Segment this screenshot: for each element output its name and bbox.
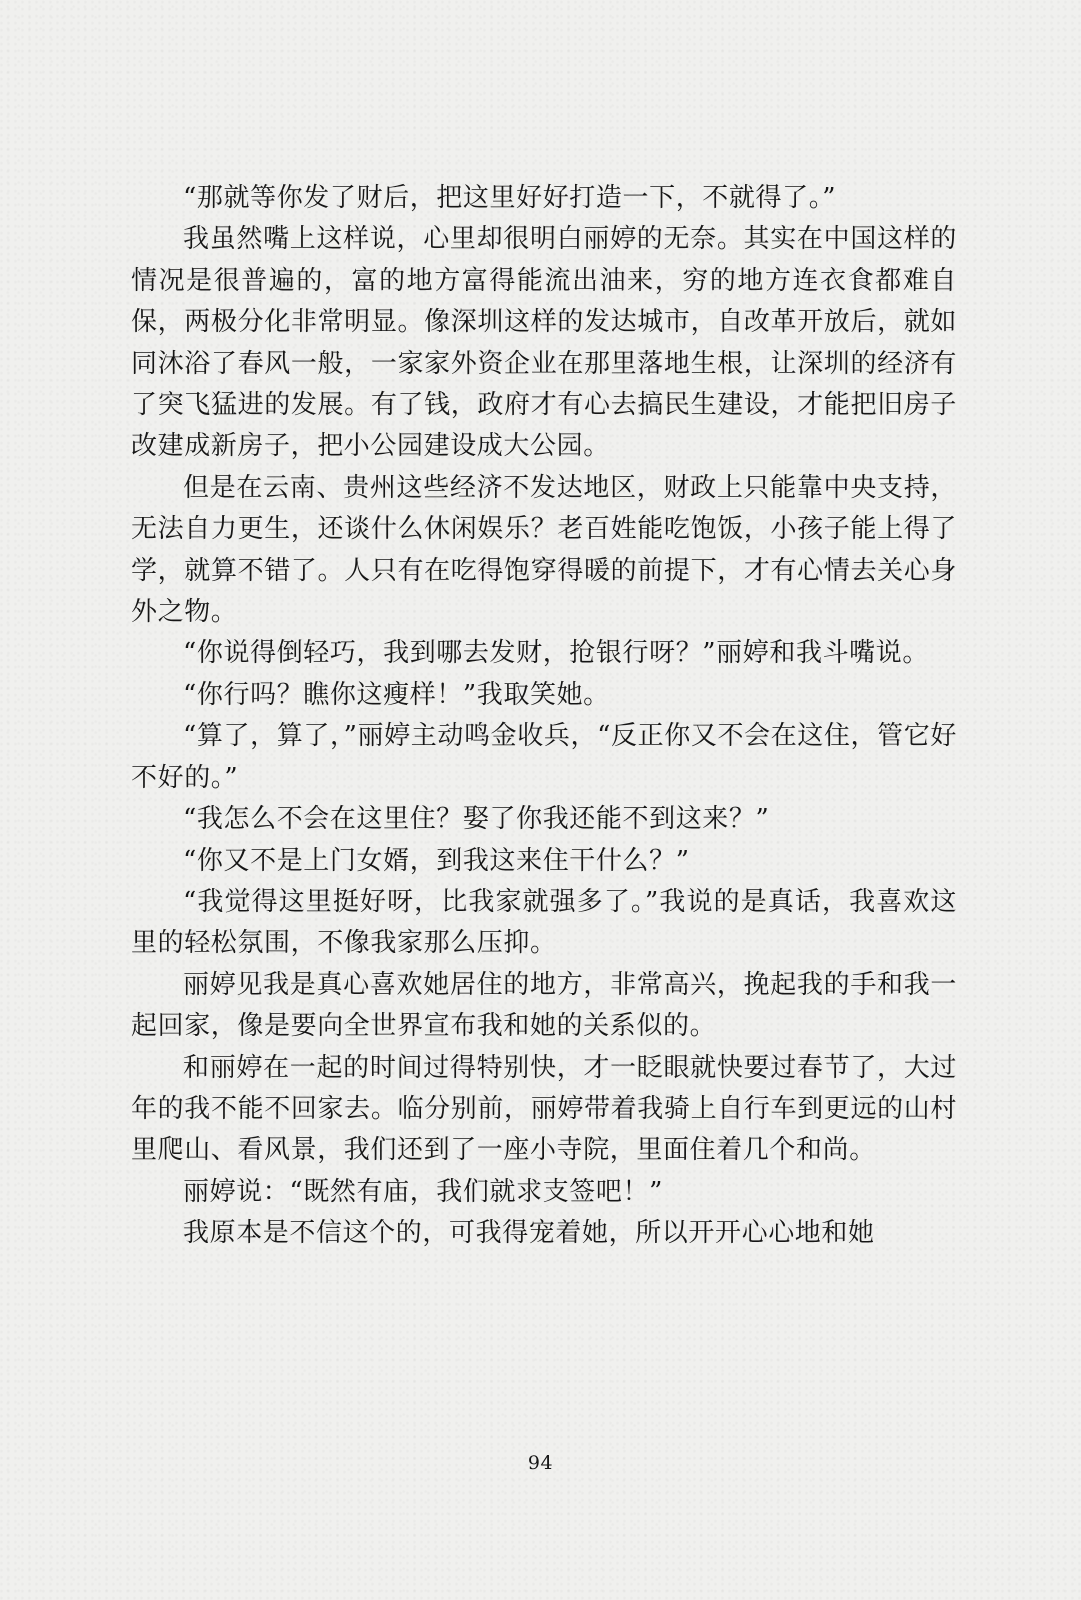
paragraph: “你说得倒轻巧，我到哪去发财，抢银行呀？”丽婷和我斗嘴说。 — [183, 638, 929, 669]
paragraph: 丽婷说：“既然有庙，我们就求支签吧！” — [183, 1176, 663, 1207]
paragraph: “你行吗？瞧你这瘦样！”我取笑她。 — [183, 679, 610, 710]
paragraph: “我觉得这里挺好呀，比我家就强多了。”我说的是真话，我喜欢这里的轻松氛围，不像我家那么压抑。 — [131, 886, 957, 959]
paragraph: 但是在云南、贵州这些经济不发达地区，财政上只能靠中央支持，无法自力更生，还谈什么休闲娱乐？老百姓能吃饱饭，小孩子能上得了学，就算不错了。人只有在吃得饱穿得暖的前提下，才有心情去关心身外之物。 — [131, 472, 957, 628]
paragraph: 我虽然嘴上这样说，心里却很明白丽婷的无奈。其实在中国这样的情况是很普遍的，富的地方富得能流出油来，穷的地方连衣食都难自保，两极分化非常明显。像深圳这样的发达城市，自改革开放后，就如同沐浴了春风一般，一家家外资企业在那里落地生根，让深圳的经济有了突飞猛进的发展。有了钱，政府才有心去搞民生建设，才能把旧房子改建成新房子，把小公园建设成大公园。 — [131, 224, 957, 462]
paragraph: 和丽婷在一起的时间过得特别快，才一眨眼就快要过春节了，大过年的我不能不回家去。临分别前，丽婷带着我骑上自行车到更远的山村里爬山、看风景，我们还到了一座小寺院，里面住着几个和尚。 — [131, 1052, 957, 1166]
paragraph: “我怎么不会在这里住？娶了你我还能不到这来？” — [183, 804, 770, 835]
paragraph: 我原本是不信这个的，可我得宠着她，所以开开心心地和她 — [183, 1218, 875, 1249]
paragraph: 丽婷见我是真心喜欢她居住的地方，非常高兴，挽起我的手和我一起回家，像是要向全世界宣布我和她的关系似的。 — [131, 969, 957, 1042]
paragraph: “算了，算了，”丽婷主动鸣金收兵，“反正你又不会在这住，管它好不好的。” — [131, 721, 957, 793]
page-number: 94 — [527, 1452, 554, 1474]
body-text — [131, 178, 957, 1255]
paragraph: “那就等你发了财后，把这里好好打造一下，不就得了。” — [183, 183, 837, 213]
paragraph: “你又不是上门女婿，到我这来住干什么？” — [183, 845, 690, 876]
